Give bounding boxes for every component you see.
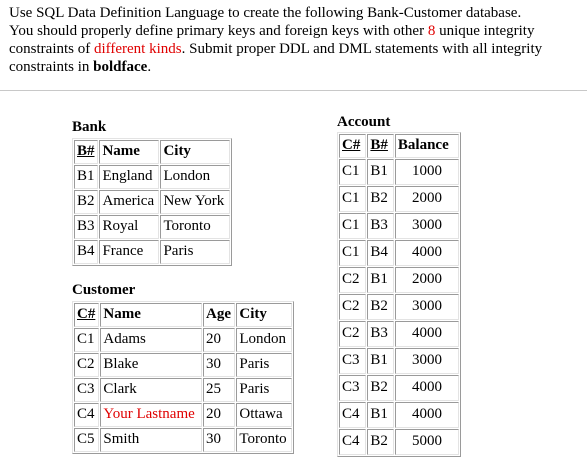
customer-table [72, 301, 294, 454]
account-cell-cno: C4 [339, 402, 366, 428]
customer-cell-age: 20 [203, 403, 235, 427]
instruction-line-3 [9, 40, 585, 58]
account-cell-cno: C4 [339, 429, 366, 455]
table-row [74, 328, 292, 352]
table-row [339, 429, 459, 455]
customer-cell-city: Toronto [236, 428, 292, 452]
table-row [339, 159, 459, 185]
account-cell-cno: C1 [339, 159, 366, 185]
table-row [74, 240, 230, 264]
table-row [339, 213, 459, 239]
customer-cell-cno: C3 [74, 378, 99, 402]
account-cell-bno: B1 [367, 267, 394, 293]
customer-cell-age: 30 [203, 428, 235, 452]
account-cell-balance: 3000 [395, 348, 459, 374]
account-cell-bno: B1 [367, 402, 394, 428]
horizontal-divider [0, 90, 587, 91]
customer-cell-cno: C2 [74, 353, 99, 377]
bank-cell-name: France [99, 240, 159, 264]
different-kinds-highlight: different kinds [93, 41, 182, 57]
customer-cell-age: 25 [203, 378, 235, 402]
account-header-row [339, 134, 459, 158]
account-cell-bno: B2 [367, 429, 394, 455]
account-cell-bno: B2 [367, 186, 394, 212]
customer-header-row [74, 303, 292, 327]
account-cell-bno: B2 [367, 375, 394, 401]
account-header-bno: B# [367, 134, 394, 158]
bank-cell-city: Toronto [160, 215, 230, 239]
boldface-emphasis: boldface [93, 59, 148, 75]
account-cell-bno: B3 [367, 213, 394, 239]
customer-cell-age: 30 [203, 353, 235, 377]
account-cell-balance: 2000 [395, 267, 459, 293]
customer-cell-name: Smith [100, 428, 202, 452]
instruction-line-1: Use SQL Data Definition Language to create the following Bank-Customer database. [9, 5, 522, 21]
table-row [74, 428, 292, 452]
table-row [339, 321, 459, 347]
table-row [339, 294, 459, 320]
account-cell-balance: 1000 [395, 159, 459, 185]
customer-header-city: City [236, 303, 292, 327]
bank-cell-city: London [160, 165, 230, 189]
account-cell-bno: B2 [367, 294, 394, 320]
account-cell-bno: B3 [367, 321, 394, 347]
account-cell-balance: 2000 [395, 186, 459, 212]
instruction-line-3-end: . Submit proper DDL and DML statements with all integrity [181, 41, 543, 57]
bank-cell-name: England [99, 165, 159, 189]
account-header-cno: C# [339, 134, 366, 158]
customer-header-name: Name [100, 303, 202, 327]
bank-header-bno: B# [74, 140, 98, 164]
table-row [74, 165, 230, 189]
account-cell-cno: C2 [339, 294, 366, 320]
instruction-line-2-start: You should properly define primary keys and foreign keys with other [9, 23, 428, 39]
table-row [339, 348, 459, 374]
instruction-line-2 [9, 22, 585, 40]
constraint-count: 8 [427, 23, 436, 39]
bank-cell-bno: B4 [74, 240, 98, 264]
instruction-line-4-start: constraints in [9, 59, 94, 75]
account-cell-cno: C2 [339, 321, 366, 347]
customer-cell-city: Ottawa [236, 403, 292, 427]
customer-cell-city: London [236, 328, 292, 352]
customer-caption: Customer [72, 282, 136, 298]
bank-cell-name: America [99, 190, 159, 214]
account-cell-bno: B1 [367, 159, 394, 185]
customer-cell-city: Paris [236, 378, 292, 402]
account-header-balance: Balance [395, 134, 459, 158]
account-caption: Account [337, 114, 391, 130]
account-cell-cno: C3 [339, 375, 366, 401]
table-row [74, 378, 292, 402]
customer-cell-age: 20 [203, 328, 235, 352]
customer-header-age: Age [203, 303, 235, 327]
account-cell-balance: 3000 [395, 213, 459, 239]
bank-cell-bno: B1 [74, 165, 98, 189]
instruction-line-2-end: unique integrity [435, 23, 535, 39]
table-row [339, 402, 459, 428]
bank-cell-name: Royal [99, 215, 159, 239]
account-cell-cno: C3 [339, 348, 366, 374]
customer-cell-name: Adams [100, 328, 202, 352]
instruction-line-4 [9, 58, 585, 76]
bank-header-row [74, 140, 230, 164]
customer-cell-name: Blake [100, 353, 202, 377]
customer-cell-cno: C5 [74, 428, 99, 452]
instruction-line-4-end: . [147, 59, 152, 75]
customer-cell-cno: C1 [74, 328, 99, 352]
table-row [339, 375, 459, 401]
customer-cell-cno: C4 [74, 403, 99, 427]
customer-cell-name: Clark [100, 378, 202, 402]
account-table [337, 132, 461, 457]
bank-header-name: Name [99, 140, 159, 164]
account-cell-cno: C1 [339, 213, 366, 239]
customer-cell-name-highlight: Your Lastname [100, 403, 202, 427]
account-cell-balance: 4000 [395, 375, 459, 401]
account-cell-cno: C2 [339, 267, 366, 293]
customer-cell-city: Paris [236, 353, 292, 377]
table-row [74, 215, 230, 239]
table-row [339, 240, 459, 266]
account-cell-cno: C1 [339, 186, 366, 212]
account-cell-balance: 4000 [395, 402, 459, 428]
bank-cell-bno: B2 [74, 190, 98, 214]
bank-caption: Bank [72, 119, 107, 135]
account-cell-bno: B1 [367, 348, 394, 374]
bank-cell-bno: B3 [74, 215, 98, 239]
bank-cell-city: New York [160, 190, 230, 214]
table-row [74, 190, 230, 214]
account-cell-cno: C1 [339, 240, 366, 266]
instruction-line-3-start: constraints of [9, 41, 94, 57]
account-cell-bno: B4 [367, 240, 394, 266]
account-cell-balance: 3000 [395, 294, 459, 320]
table-row [74, 353, 292, 377]
bank-cell-city: Paris [160, 240, 230, 264]
account-cell-balance: 4000 [395, 321, 459, 347]
assignment-instructions [9, 4, 585, 76]
account-cell-balance: 5000 [395, 429, 459, 455]
bank-table [72, 138, 232, 266]
customer-header-cno: C# [74, 303, 99, 327]
table-row [339, 267, 459, 293]
table-row [74, 403, 292, 427]
table-row [339, 186, 459, 212]
bank-header-city: City [160, 140, 230, 164]
account-cell-balance: 4000 [395, 240, 459, 266]
